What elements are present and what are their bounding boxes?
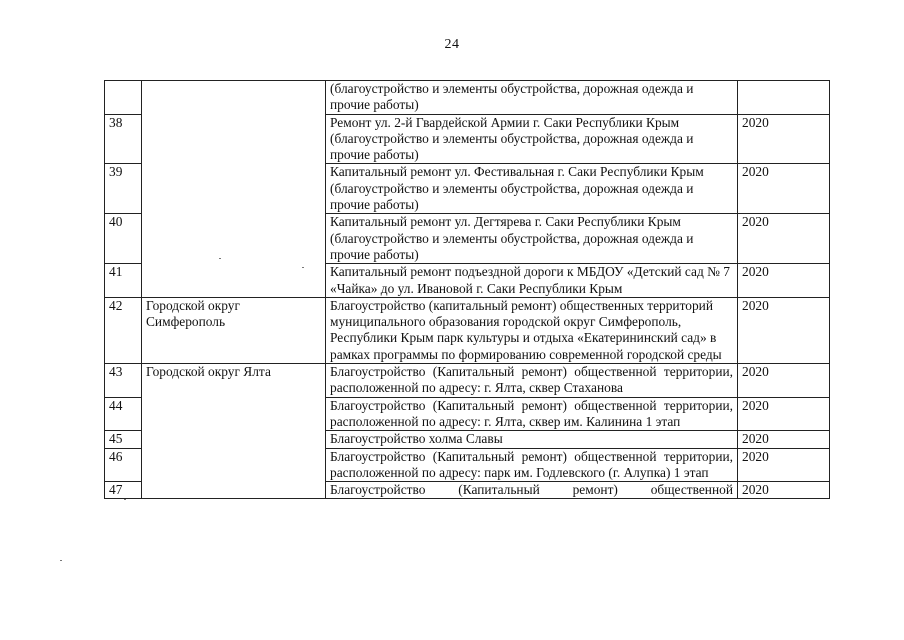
- table-row: [105, 364, 830, 398]
- project-year: 2020: [738, 297, 830, 363]
- project-description: Благоустройство (Капитальный ремонт) общественной: [326, 482, 738, 499]
- district-cell: [142, 81, 326, 298]
- row-number: 44: [105, 397, 142, 431]
- project-year: 2020: [738, 114, 830, 164]
- project-year: 2020: [738, 431, 830, 448]
- row-number: 43: [105, 364, 142, 398]
- project-description: Капитальный ремонт ул. Фестивальная г. Саки Республики Крым (благоустройство и элементы обустройства, дорожная одежда и прочие работы): [326, 164, 738, 214]
- row-number: 39: [105, 164, 142, 214]
- row-number: 41: [105, 264, 142, 298]
- table-row: [105, 297, 830, 363]
- row-number: 45: [105, 431, 142, 448]
- project-year: 2020: [738, 397, 830, 431]
- district-name: Городской округ Симферополь: [142, 297, 326, 363]
- scan-speck: [124, 499, 126, 500]
- scan-speck: [219, 258, 221, 259]
- row-number: 42: [105, 297, 142, 363]
- project-year: 2020: [738, 364, 830, 398]
- project-description: (благоустройство и элементы обустройства, дорожная одежда и прочие работы): [326, 81, 738, 115]
- project-year: 2020: [738, 264, 830, 298]
- project-year: 2020: [738, 448, 830, 482]
- row-number: 38: [105, 114, 142, 164]
- projects-table: [104, 80, 830, 499]
- project-description: Благоустройство (Капитальный ремонт) общественной территории, расположенной по адресу: г. Ялта, сквер им. Калинина 1 этап: [326, 397, 738, 431]
- table-row: [105, 81, 830, 115]
- project-description: Капитальный ремонт ул. Дегтярева г. Саки Республики Крым (благоустройство и элементы обустройства, дорожная одежда и прочие работы): [326, 214, 738, 264]
- project-year: [738, 81, 830, 115]
- row-number: 47: [105, 482, 142, 499]
- project-year: 2020: [738, 214, 830, 264]
- project-description: Капитальный ремонт подъездной дороги к МБДОУ «Детский сад № 7 «Чайка» до ул. Ивановой г. Саки Республики Крым: [326, 264, 738, 298]
- project-year: 2020: [738, 482, 830, 499]
- row-number: [105, 81, 142, 115]
- project-description: Благоустройство (Капитальный ремонт) общественной территории, расположенной по адресу: парк им. Годлевского (г. Алупка) 1 этап: [326, 448, 738, 482]
- scan-speck: [302, 267, 304, 268]
- district-name: Городской округ Ялта: [142, 364, 326, 499]
- scan-speck: [60, 560, 62, 561]
- project-description: Благоустройство (капитальный ремонт) общественных территорий муниципального образования городской округ Симферополь, Республики Крым парк культуры и отдыха «Екатерининский сад» в рамках программы по формированию современной городской среды: [326, 297, 738, 363]
- row-number: 46: [105, 448, 142, 482]
- row-number: 40: [105, 214, 142, 264]
- project-description: Благоустройство холма Славы: [326, 431, 738, 448]
- project-description: Благоустройство (Капитальный ремонт) общественной территории, расположенной по адресу: г. Ялта, сквер Стаханова: [326, 364, 738, 398]
- page-number: 24: [444, 37, 460, 52]
- project-description: Ремонт ул. 2-й Гвардейской Армии г. Саки Республики Крым (благоустройство и элементы обустройства, дорожная одежда и прочие работы): [326, 114, 738, 164]
- project-year: 2020: [738, 164, 830, 214]
